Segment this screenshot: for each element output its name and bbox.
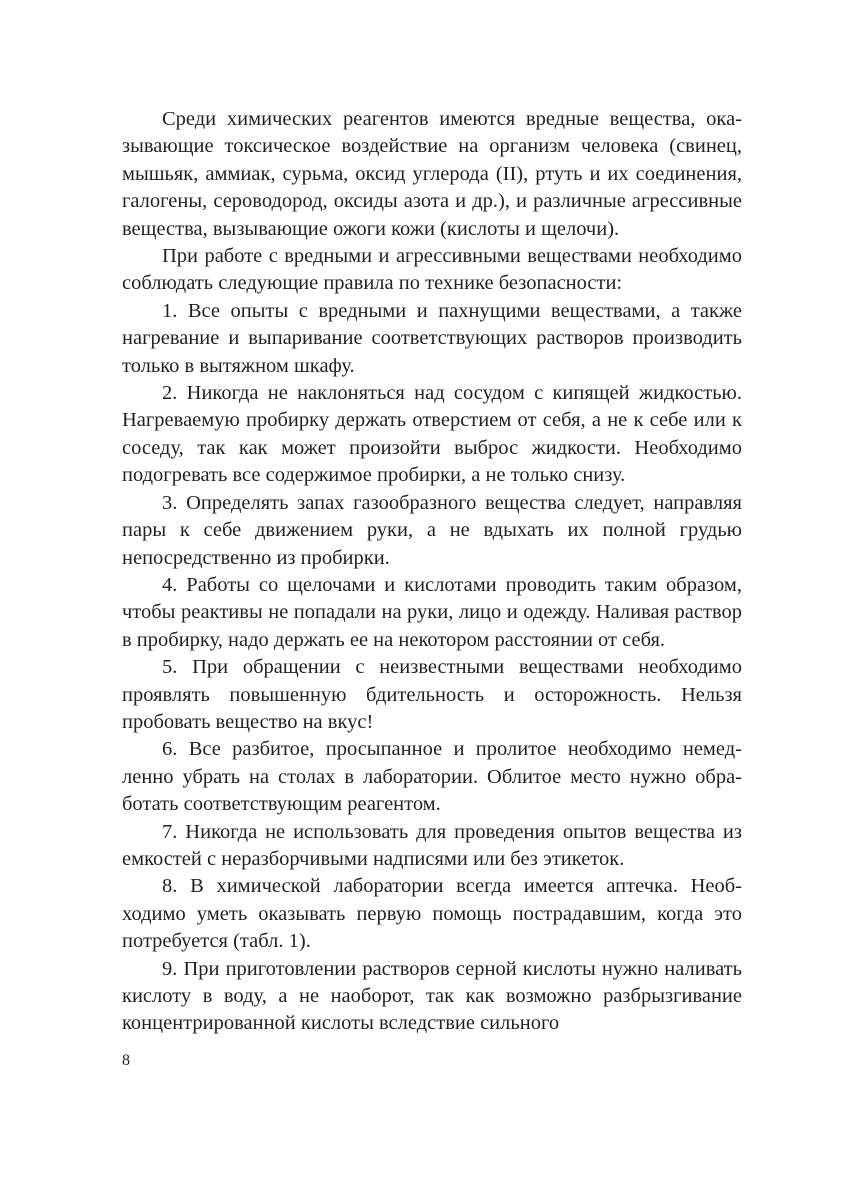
rule-3-gas-smell: 3. Определять запах газообразного вещества следует, направляя пары к себе движением руки, а не вдыхать их полной грудью непосредственно из пробирки. — [122, 491, 742, 569]
page-number: 8 — [122, 1052, 130, 1069]
body-text — [122, 106, 742, 1038]
rule-7-unlabeled-containers: 7. Никогда не использовать для проведения опытов вещества из емкостей с неразборчивыми надписями или без этикеток. — [122, 820, 742, 870]
rule-6-spills: 6. Все разбитое, просыпанное и пролитое необходимо немедленно убрать на столах в лаборатории. Облитое место нужно обработать соответствующим реагентом. — [122, 738, 742, 816]
paragraph-intro-hazardous-substances: Среди химических реагентов имеются вредные вещества, оказывающие токсическое воздействие на организм человека (свинец, мышьяк, аммиак, сурьма, оксид углерода (II), ртуть и их соединения, галогены, сероводород, оксиды азота и др.), и различные агрессивные вещества, вызывающие ожоги кожи (кислоты и щелочи). — [122, 108, 742, 240]
rule-1-fume-hood: 1. Все опыты с вредными и пахнущими веществами, а также нагревание и выпаривание соответствующих растворов производить только в вытяжном шкафу. — [122, 299, 742, 377]
rule-4-alkalis-acids: 4. Работы со щелочами и кислотами проводить таким образом, чтобы реактивы не попадали на руки, лицо и одежду. Наливая раствор в пробирку, надо держать ее на некотором расстоянии от себя. — [122, 573, 742, 651]
paragraph-safety-rules-intro: При работе с вредными и агрессивными веществами необходимо соблюдать следующие правила по технике безопасности: — [122, 245, 742, 295]
rule-9-sulfuric-acid: 9. При приготовлении растворов серной кислоты нужно наливать кислоту в воду, а не наоборот, так как возможно разбрызгивание концентрированной кислоты вследствие сильного — [122, 957, 742, 1035]
rule-5-unknown-substances: 5. При обращении с неизвестными веществами необходимо проявлять повышенную бдительность и осторожность. Нельзя пробовать вещество на вкус! — [122, 656, 742, 733]
rule-2-boiling-liquid: 2. Никогда не наклоняться над сосудом с кипящей жидкостью. Нагреваемую пробирку держать отверстием от себя, а не к себе или к соседу, так как может произойти выброс жидкости. Необходимо подогревать все содержимое пробирки, а не только снизу. — [122, 382, 742, 487]
rule-8-first-aid-kit: 8. В химической лаборатории всегда имеется аптечка. Необходимо уметь оказывать первую помощь пострадавшим, когда это потребуется (табл. 1). — [122, 875, 742, 953]
